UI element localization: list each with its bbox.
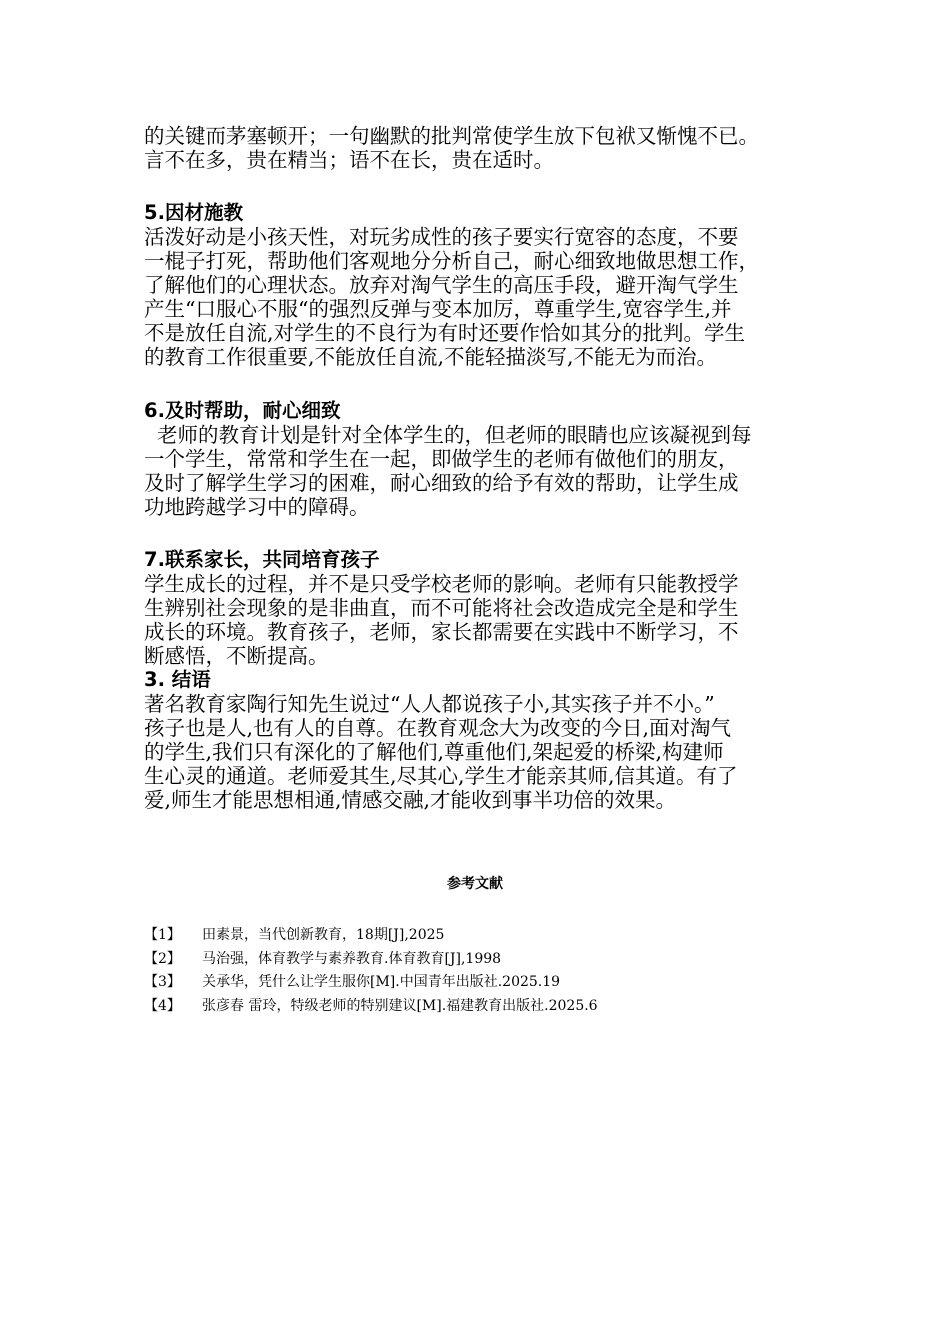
reference-text: 张彦春 雷玲，特级老师的特别建议[M].福建教育出版社.2025.6 bbox=[202, 997, 598, 1014]
paragraph-line: 孩子也是人,也有人的自尊。在教育观念大为改变的今日,面对淘气 bbox=[144, 716, 732, 740]
paragraph-line: 一棍子打死，帮助他们客观地分分析自己，耐心细致地做思想工作， bbox=[144, 249, 759, 273]
conclusion-heading: 3. 结语 bbox=[144, 668, 211, 691]
reference-number: 【3】 bbox=[144, 974, 181, 990]
reference-number: 【2】 bbox=[144, 950, 181, 967]
paragraph-line: 成长的环境。教育孩子，老师，家长都需要在实践中不断学习，不 bbox=[144, 620, 739, 644]
paragraph-line: 爱,师生才能思想相通,情感交融,才能收到事半功倍的效果。 bbox=[144, 788, 677, 812]
paragraph-line: 生心灵的通道。老师爱其生,尽其心,学生才能亲其师,信其道。有了 bbox=[144, 764, 738, 788]
references-list bbox=[144, 924, 844, 1018]
paragraph-line: 的学生,我们只有深化的了解他们,尊重他们,架起爱的桥梁,构建师 bbox=[144, 740, 724, 764]
reference-item bbox=[144, 924, 844, 948]
paragraph-line: 的教育工作很重要,不能放任自流,不能轻描淡写,不能无为而治。 bbox=[144, 345, 718, 369]
reference-number: 【1】 bbox=[144, 927, 181, 943]
reference-number: 【4】 bbox=[144, 997, 181, 1014]
section-7 bbox=[144, 548, 834, 812]
paragraph-line: 的关键而茅塞顿开；一句幽默的批判常使学生放下包袱又惭愧不已。 bbox=[144, 124, 759, 148]
reference-text: 关承华，凭什么让学生服你[M].中国青年出版社.2025.19 bbox=[202, 974, 561, 990]
reference-item bbox=[144, 948, 844, 972]
section-5 bbox=[144, 201, 834, 369]
paragraph-line: 断感悟，不断提高。 bbox=[144, 644, 329, 668]
reference-text: 田素景，当代创新教育，18期[J],2025 bbox=[202, 927, 445, 943]
reference-text: 马治强，体育教学与素养教育.体育教育[J],1998 bbox=[202, 950, 502, 967]
paragraph-line: 生辨别社会现象的是非曲直，而不可能将社会改造成完全是和学生 bbox=[144, 596, 739, 620]
paragraph-line: 学生成长的过程，并不是只受学校老师的影响。老师有只能教授学 bbox=[144, 572, 739, 596]
section-6 bbox=[144, 399, 834, 519]
paragraph-line: 老师的教育计划是针对全体学生的，但老师的眼睛也应该凝视到每 bbox=[144, 423, 752, 447]
paragraph-line: 不是放任自流,对学生的不良行为有时还要作恰如其分的批判。学生 bbox=[144, 321, 746, 345]
intro-paragraph bbox=[144, 124, 834, 172]
section-heading: 6.及时帮助，耐心细致 bbox=[144, 399, 341, 422]
paragraph-line: 了解他们的心理状态。放弃对淘气学生的高压手段，避开淘气学生 bbox=[144, 273, 739, 297]
reference-item bbox=[144, 971, 844, 995]
section-heading: 5.因材施教 bbox=[144, 201, 243, 224]
paragraph-line: 功地跨越学习中的障碍。 bbox=[144, 495, 370, 519]
paragraph-line: 一个学生，常常和学生在一起，即做学生的老师有做他们的朋友， bbox=[144, 447, 739, 471]
paragraph-line: 言不在多，贵在精当；语不在长，贵在适时。 bbox=[144, 148, 554, 172]
section-heading: 7.联系家长，共同培育孩子 bbox=[144, 548, 380, 571]
paragraph-line: 著名教育家陶行知先生说过“人人都说孩子小,其实孩子并不小。” bbox=[144, 692, 715, 716]
reference-item bbox=[144, 995, 844, 1019]
paragraph-line: 活泼好动是小孩天性，对玩劣成性的孩子要实行宽容的态度，不要 bbox=[144, 225, 739, 249]
paragraph-line: 产生“口服心不服“的强烈反弹与变本加厉，尊重学生,宽容学生,并 bbox=[144, 297, 732, 321]
references-title: 参考文献 bbox=[447, 876, 503, 892]
paragraph-line: 及时了解学生学习的困难，耐心细致的给予有效的帮助，让学生成 bbox=[144, 471, 739, 495]
